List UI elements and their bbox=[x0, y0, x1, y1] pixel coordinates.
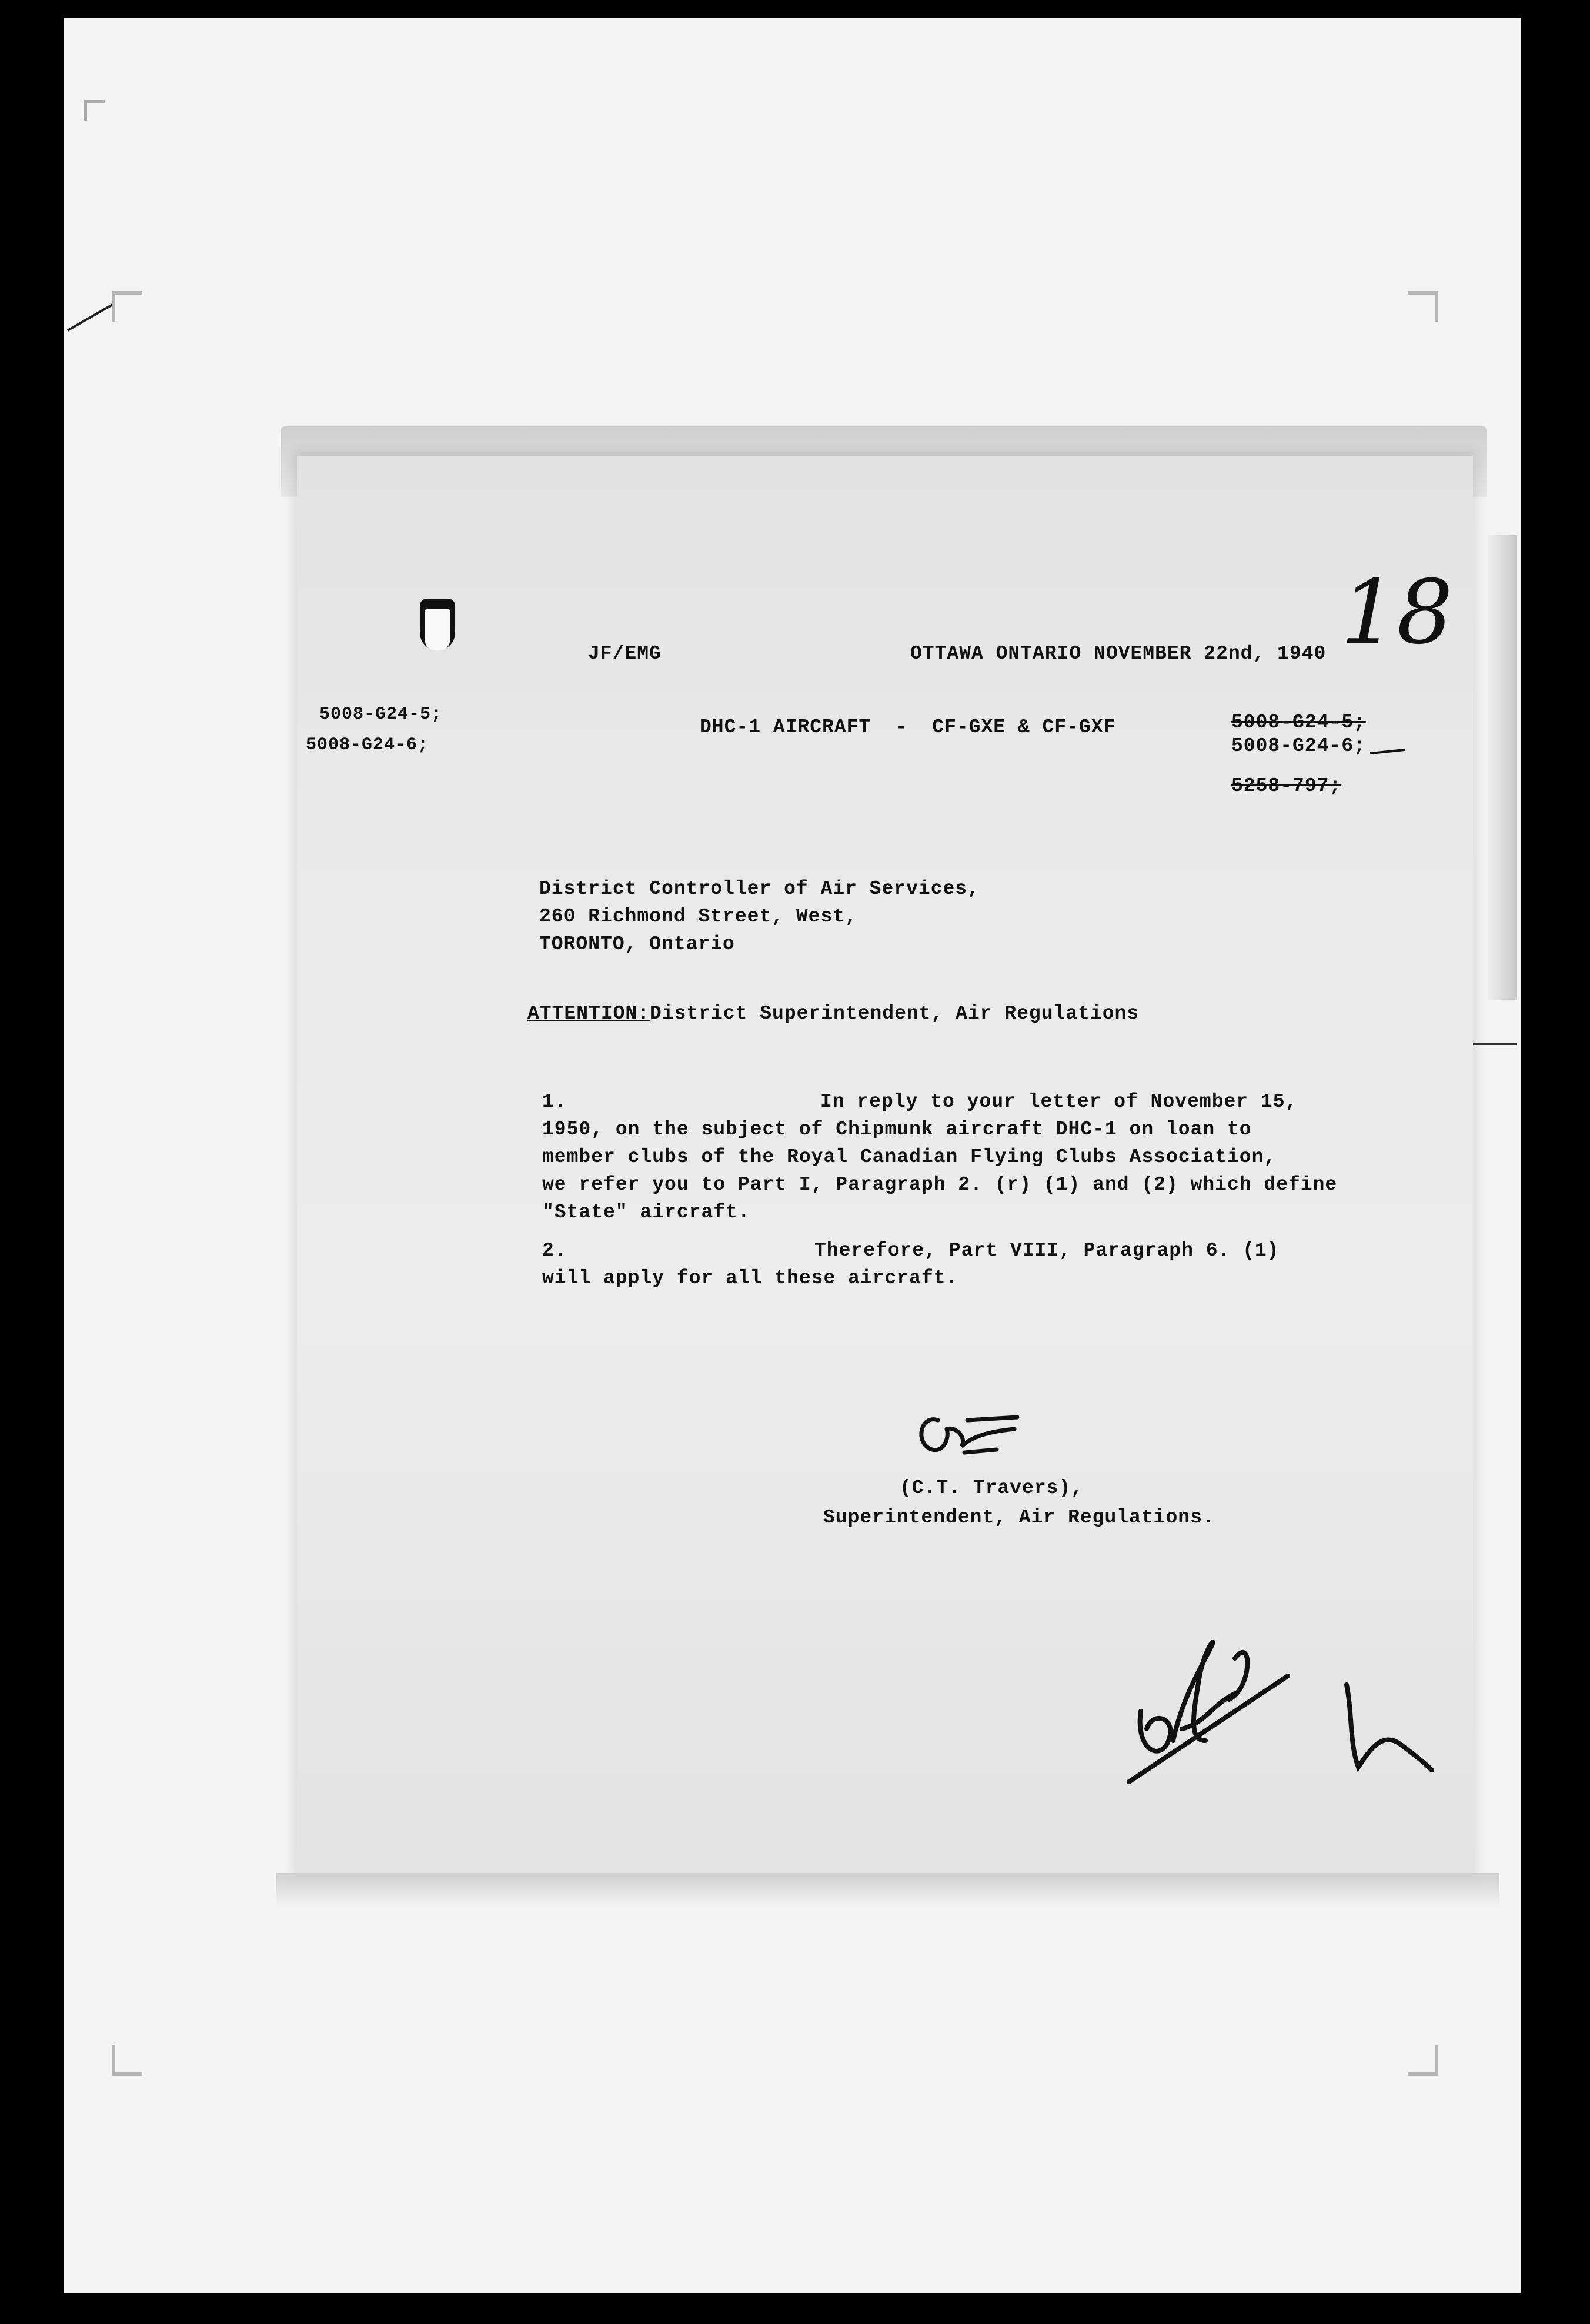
paragraph-line: member clubs of the Royal Canadian Flying Clubs Association, bbox=[542, 1146, 1277, 1168]
signatory-title: Superintendent, Air Regulations. bbox=[823, 1507, 1215, 1528]
handwritten-signature bbox=[914, 1403, 1032, 1467]
crop-mark-bottom-left bbox=[112, 2045, 142, 2076]
address-line: 260 Richmond Street, West, bbox=[539, 906, 857, 927]
paragraph-line: Therefore, Part VIII, Paragraph 6. (1) bbox=[814, 1240, 1280, 1261]
paragraph-line: we refer you to Part I, Paragraph 2. (r) (1) and (2) which define bbox=[542, 1174, 1338, 1196]
subject-line: DHC-1 AIRCRAFT - CF-GXE & CF-GXF bbox=[700, 716, 1116, 738]
punch-hole bbox=[420, 599, 455, 650]
date-line: OTTAWA ONTARIO NOVEMBER 22nd, 1940 bbox=[910, 643, 1327, 665]
file-ref-right: 5008-G24-6; bbox=[1231, 735, 1366, 757]
attention-text: District Superintendent, Air Regulations bbox=[650, 1003, 1140, 1024]
file-ref-left: 5008-G24-6; bbox=[306, 735, 429, 755]
crop-mark-top-right bbox=[1408, 291, 1438, 322]
handwritten-mark bbox=[1335, 1679, 1435, 1779]
file-ref-left: 5008-G24-5; bbox=[319, 704, 443, 724]
address-line: TORONTO, Ontario bbox=[539, 933, 735, 955]
handwritten-initials bbox=[1117, 1623, 1294, 1788]
sheet-bottom-shadow bbox=[276, 1873, 1499, 1908]
film-edge-shading bbox=[1488, 535, 1517, 1000]
address-line: District Controller of Air Services, bbox=[539, 878, 980, 900]
crop-mark-top-left bbox=[112, 291, 142, 322]
file-ref-right: 5258-797; bbox=[1231, 775, 1342, 797]
film-corner-mark bbox=[84, 100, 105, 121]
paragraph-number: 2. bbox=[542, 1240, 567, 1261]
paragraph-line: "State" aircraft. bbox=[542, 1201, 750, 1223]
paragraph-line: will apply for all these aircraft. bbox=[542, 1267, 958, 1289]
film-edge-tick bbox=[1470, 1043, 1517, 1045]
crop-mark-bottom-right bbox=[1408, 2045, 1438, 2076]
attention-label: ATTENTION: bbox=[527, 1003, 650, 1024]
file-ref-right: 5008-G24-5; bbox=[1231, 712, 1366, 733]
signatory-name: (C.T. Travers), bbox=[900, 1477, 1084, 1499]
paragraph-line: 1950, on the subject of Chipmunk aircraft DHC-1 on loan to bbox=[542, 1118, 1252, 1140]
reference-initials: JF/EMG bbox=[588, 643, 662, 665]
paragraph-line: In reply to your letter of November 15, bbox=[820, 1091, 1298, 1113]
handwritten-folio-number: 18 bbox=[1341, 562, 1453, 664]
paragraph-number: 1. bbox=[542, 1091, 567, 1113]
